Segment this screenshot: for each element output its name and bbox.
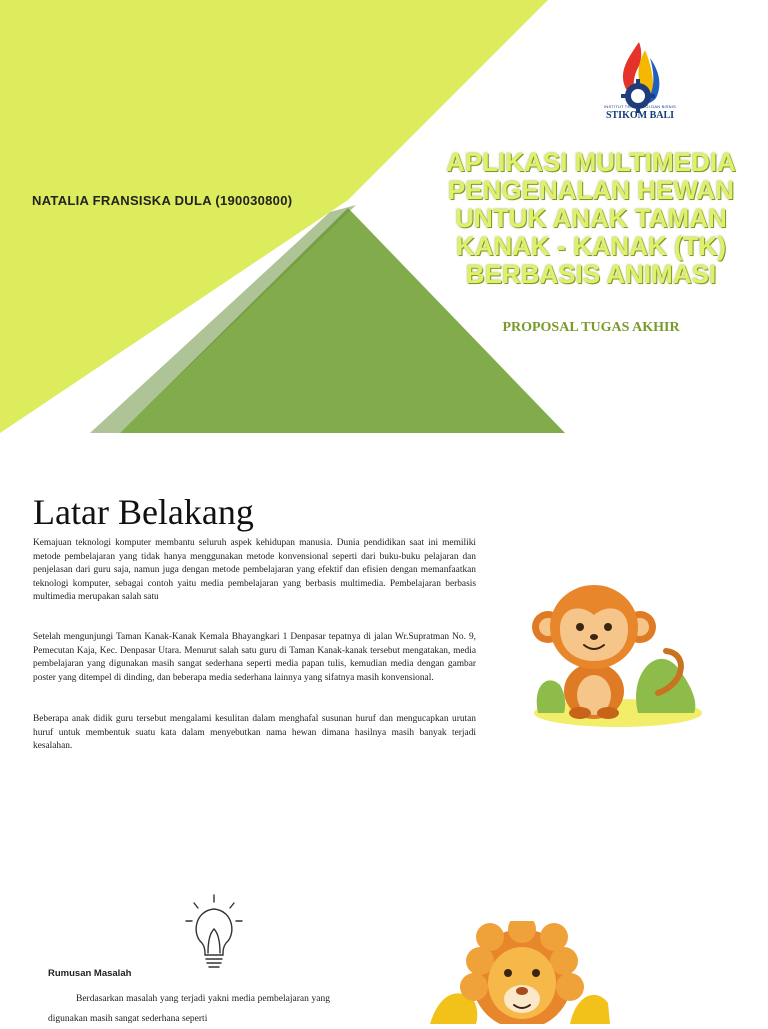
logo-name: STIKOM BALI (605, 110, 675, 121)
lion-illustration-icon (430, 921, 610, 1024)
problem-heading: Rumusan Masalah (48, 968, 132, 979)
paragraph-1: Kemajuan teknologi komputer membantu seluruh aspek kehidupan manusia. Dunia pendidikan saat ini memiliki metode pembelajaran yang tidak hanya menggunakan metode konvensional seperti dari buku-buku pelajaran dan penjelasan dari guru saja, namun juga dengan metode pembelajaran yang efektif dan efisien dengan memanfaatkan teknologi komputer, sebagai contoh yaitu media pembelajaran yang berbasis multimedia. Pembelajaran berbasis multimedia merupakan salah satu (33, 538, 476, 603)
section-heading: Latar Belakang (33, 492, 254, 532)
problem-text: Berdasarkan masalah yang terjadi yakni media pembelajaran yang digunakan masih sangat sederhana seperti (48, 994, 330, 1024)
paragraph-2: Setelah mengunjungi Taman Kanak-Kanak Kemala Bhayangkari 1 Denpasar tepatnya di jalan Wr.Supratman No. 9, Pemecutan Kaja, Kec. Denpasar Utara. Menurut salah satu guru di Taman Kanak-kanak tersebut mengatakan, media pembelajaran yang digunakan masih sangat sederhana seperti media papan tulis, kemudian media dengan gambar poster yang ditempel di dinding, dan beberapa media sederhana lainnya yang sifatnya masih konvensional. (33, 632, 476, 683)
background-slide (0, 433, 768, 1024)
logo-tagline: INSTITUT TEKNOLOGI DAN BISNIS (604, 104, 676, 109)
monkey-illustration-icon (508, 573, 708, 733)
author-name: NATALIA FRANSISKA DULA (190030800) (32, 193, 293, 208)
cover-slide (0, 0, 768, 433)
presentation-subtitle: PROPOSAL TUGAS AKHIR (502, 320, 680, 335)
lightbulb-icon (180, 893, 248, 973)
presentation-title: APLIKASI MULTIMEDIA PENGENALAN HEWAN UNTUK ANAK TAMAN KANAK - KANAK (TK) BERBASIS ANIMASI (446, 147, 736, 289)
paragraph-3: Beberapa anak didik guru tersebut mengalami kesulitan dalam menghafal susunan huruf dan mengucapkan urutan huruf untuk membentuk suatu kata dalam menyebutkan nama hewan dimana hasilnya masih banyak terjadi kesalahan. (33, 714, 476, 752)
